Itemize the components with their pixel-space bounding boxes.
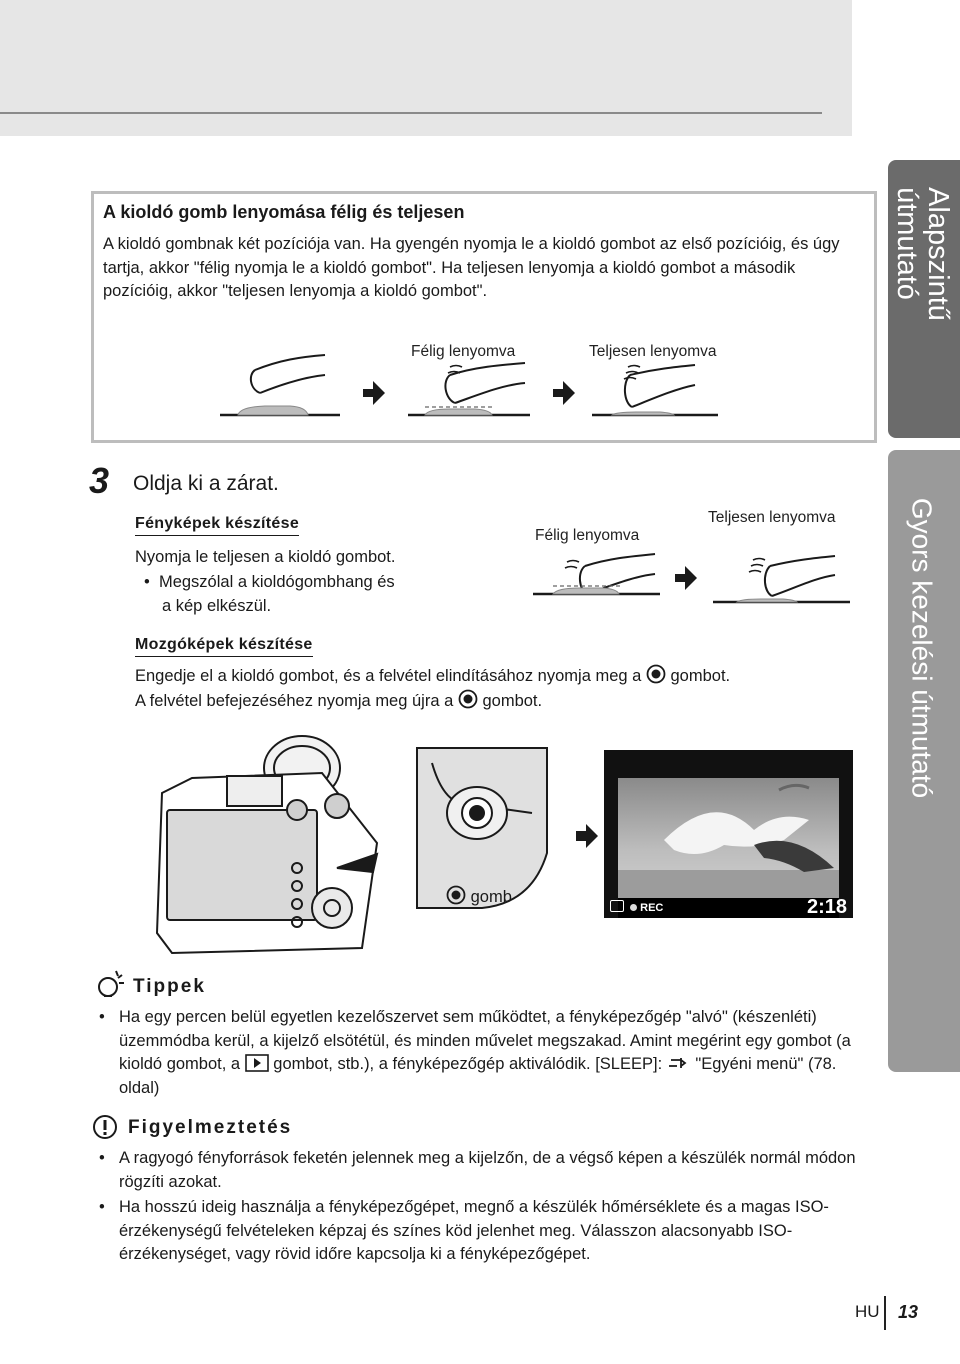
caution-item: • A ragyogó fényforrások feketén jelennek meg a kijelzőn, de a végső képen a készülék normál módon rögzíti azokat.: [97, 1147, 857, 1194]
photo-heading: Fényképek készítése: [135, 515, 299, 536]
tips-list: [97, 1006, 867, 1102]
movie-record-icon: [458, 689, 478, 709]
label-half-press: Félig lenyomva: [411, 343, 516, 360]
movie-record-icon: [646, 664, 666, 684]
language-label: HU: [855, 1302, 880, 1321]
info-box-body: A kioldó gombnak két pozíciója van. Ha gyengén nyomja le a kioldó gombot az első pozícióig, és úgy tartja, akkor "félig nyomja le a kioldó gombot". Ha teljesen lenyomja a kioldó gombot a második pozícióig, akkor "teljesen lenyomja a kioldó gombot".: [103, 235, 840, 300]
photo-bullet: • Megszólal a kioldógombhang és: [144, 573, 395, 591]
shutter-press-illustration-2: [525, 548, 865, 610]
side-tab-quick-guide-label: Gyors kezelési útmutató: [906, 497, 938, 799]
rec-time: 2:18: [806, 896, 847, 918]
label-half-press-2: Félig lenyomva: [535, 527, 640, 544]
rec-indicator: REC: [610, 900, 663, 914]
arrow-right-icon: [574, 823, 600, 849]
movie-line-1: Engedje el a kioldó gombot, és a felvétel elindításához nyomja meg a gombot.: [135, 664, 730, 689]
playback-icon: [245, 1054, 269, 1072]
gomb-caption: gomb: [446, 885, 512, 907]
label-full-press-2: Teljesen lenyomva: [708, 509, 836, 526]
side-tab-basic-guide-label: Alapszintű útmutató: [891, 187, 954, 321]
header-rule: [0, 112, 822, 114]
shutter-press-illustration: [220, 345, 740, 425]
page-number: 13: [898, 1302, 919, 1322]
info-box-title: A kioldó gomb lenyomása félig és teljesen: [103, 202, 465, 222]
tips-heading: Tippek: [133, 976, 206, 997]
movie-heading: Mozgóképek készítése: [135, 636, 313, 657]
movie-mode-icon: [610, 900, 624, 912]
photo-instruction: Nyomja le teljesen a kioldó gombot.: [135, 548, 396, 566]
step-title: Oldja ki a zárat.: [133, 472, 279, 495]
camera-illustration: [152, 718, 402, 958]
step-number: 3: [89, 460, 110, 501]
caution-icon: [92, 1114, 118, 1140]
movie-record-icon: [446, 885, 466, 905]
tips-item: • Ha egy percen belül egyetlen kezelőszervet sem működtet, a fényképezőgép "alvó" (készenléti) üzemmódba kerül, a kijelző elsötétül, és minden művelet megszakad. Amint megérint egy gombot (a kioldó gombot, a gombot, stb.), a fényképezőgép aktiválódik. [SLEEP]: "Egyéni menü" (78. oldal): [97, 1006, 867, 1100]
caution-item: • Ha hosszú ideig használja a fényképezőgépet, megnő a készülék hőmérséklete és a magas ISO-érzékenységű felvételeken képzaj és színes köd jelenhet meg. Válasszon alacsonyabb ISO-érzékenységet, vagy rövid időre kapcsolja ki a fényképezőgépet.: [97, 1196, 857, 1267]
movie-line-2: A felvétel befejezéséhez nyomja meg újra a gombot.: [135, 689, 542, 714]
movie-screen: [604, 750, 853, 918]
tips-lightbulb-icon: [92, 965, 128, 1001]
reference-hand-icon: [667, 1054, 691, 1072]
seagull-photo: [604, 750, 853, 918]
header-band: [0, 0, 852, 136]
caution-list: [97, 1147, 857, 1269]
footer-divider: [884, 1296, 886, 1330]
rec-dot-icon: [630, 904, 637, 911]
photo-bullet-cont: a kép elkészül.: [162, 597, 272, 615]
label-full-press: Teljesen lenyomva: [589, 343, 717, 360]
caution-heading: Figyelmeztetés: [128, 1117, 293, 1138]
